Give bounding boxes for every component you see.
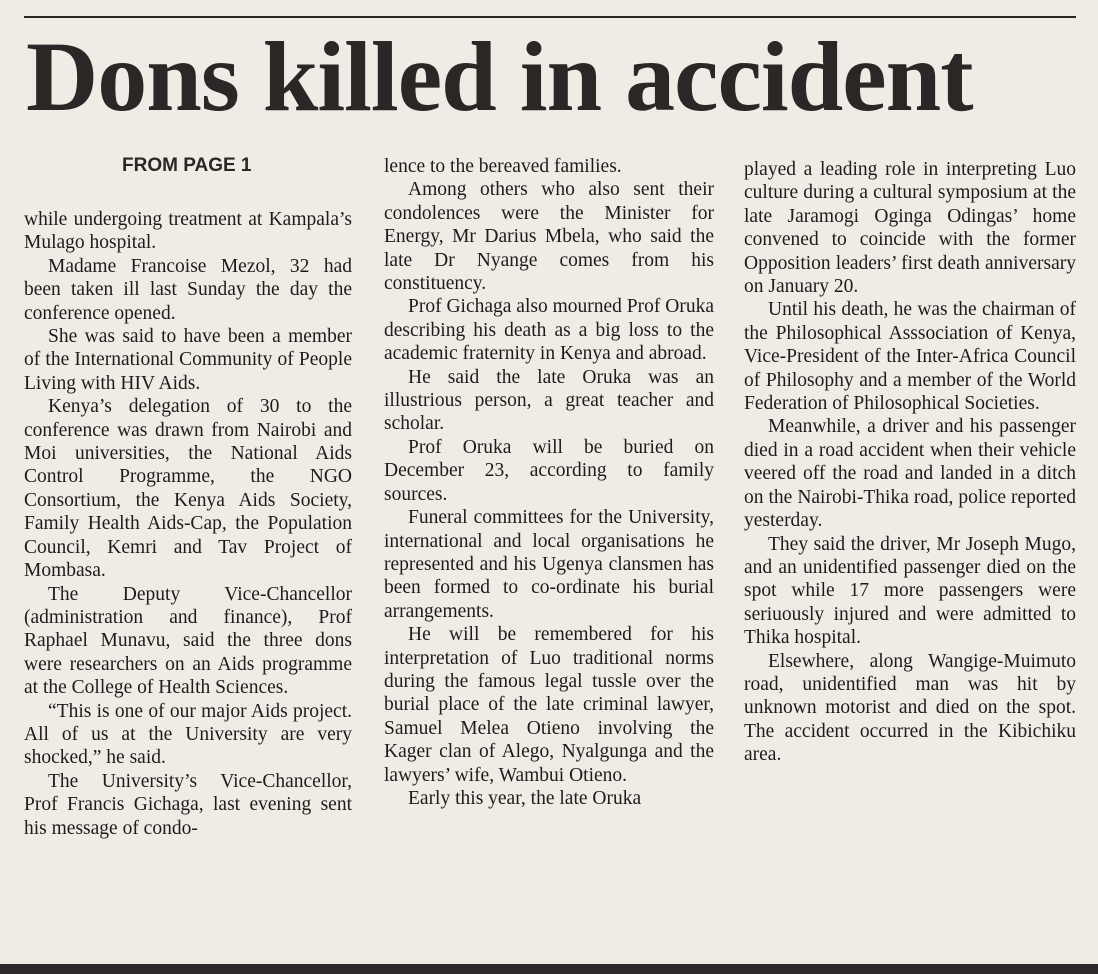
paragraph: They said the driver, Mr Joseph Mugo, and an unidentified passenger died on the spot while 17 more passengers were seriuously injured and were admitted to Thika hospital. <box>744 533 1076 649</box>
headline: Dons killed in accident <box>26 21 973 132</box>
paragraph: Among others who also sent their condolences were the Minister for Energy, Mr Darius Mbela, who said the late Dr Nyange comes from his constituency. <box>384 179 714 295</box>
continuation-kicker: FROM PAGE 1 <box>122 155 252 176</box>
top-rule <box>24 16 1076 18</box>
article-column-3 <box>744 158 1076 767</box>
paragraph: He said the late Oruka was an illustrious person, a great teacher and scholar. <box>384 366 714 435</box>
bottom-rule <box>0 964 1098 974</box>
paragraph: Madame Francoise Mezol, 32 had been taken ill last Sunday the day the conference opened. <box>24 255 352 324</box>
paragraph: Until his death, he was the chairman of the Philosophical Asssociation of Kenya, Vice-President of the Inter-Africa Council of Philosophy and a member of the World Federation of Philosophical Societies. <box>744 299 1076 415</box>
paragraph: played a leading role in interpreting Luo culture during a cultural symposium at the late Jaramogi Oginga Odingas’ home convened to coincide with the former Opposition leaders’ first death anniversary on January 20. <box>744 159 1076 298</box>
paragraph: Prof Oruka will be buried on December 23, according to family sources. <box>384 436 714 505</box>
paragraph: Kenya’s delegation of 30 to the conference was drawn from Nairobi and Moi universities, the National Aids Control Programme, the NGO Consortium, the Kenya Aids Society, Family Health Aids-Cap, the Population Council, Kemri and Tav Project of Mombasa. <box>24 396 352 582</box>
paragraph: Elsewhere, along Wangige-Muimuto road, unidentified man was hit by unknown motorist and died on the spot. The accident occurred in the Kibichiku area. <box>744 650 1076 766</box>
paragraph: Early this year, the late Oruka <box>408 787 642 809</box>
paragraph: He will be remembered for his interpretation of Luo traditional norms during the famous legal tussle over the burial place of the late criminal lawyer, Samuel Melea Otieno involving the Kager clan of Alego, Nyalgunga and the lawyers’ wife, Wambui Otieno. <box>384 624 714 786</box>
paragraph: lence to the bereaved families. <box>384 156 622 177</box>
article-column-1 <box>24 208 352 840</box>
paragraph: while undergoing treatment at Kampala’s Mulago hospital. <box>24 209 352 254</box>
article-column-2 <box>384 155 714 810</box>
paragraph: The University’s Vice-Chancellor, Prof Francis Gichaga, last evening sent his message of condo- <box>24 770 352 839</box>
paragraph: The Deputy Vice-Chancellor (administration and finance), Prof Raphael Munavu, said the three dons were researchers on an Aids programme at the College of Health Sciences. <box>24 583 352 699</box>
paragraph: Meanwhile, a driver and his passenger died in a road accident when their vehicle veered off the road and landed in a ditch on the Nairobi-Thika road, police reported yesterday. <box>744 416 1076 532</box>
paragraph: “This is one of our major Aids project. All of us at the University are very shocked,” he said. <box>24 700 352 769</box>
paragraph: Funeral committees for the University, international and local organisations he represented and his Ugenya clansmen has been formed to co-ordinate his burial arrangements. <box>384 507 714 622</box>
paragraph: She was said to have been a member of the International Community of People Living with HIV Aids. <box>24 326 352 394</box>
paragraph: Prof Gichaga also mourned Prof Oruka describing his death as a big loss to the academic fraternity in Kenya and abroad. <box>384 296 714 365</box>
